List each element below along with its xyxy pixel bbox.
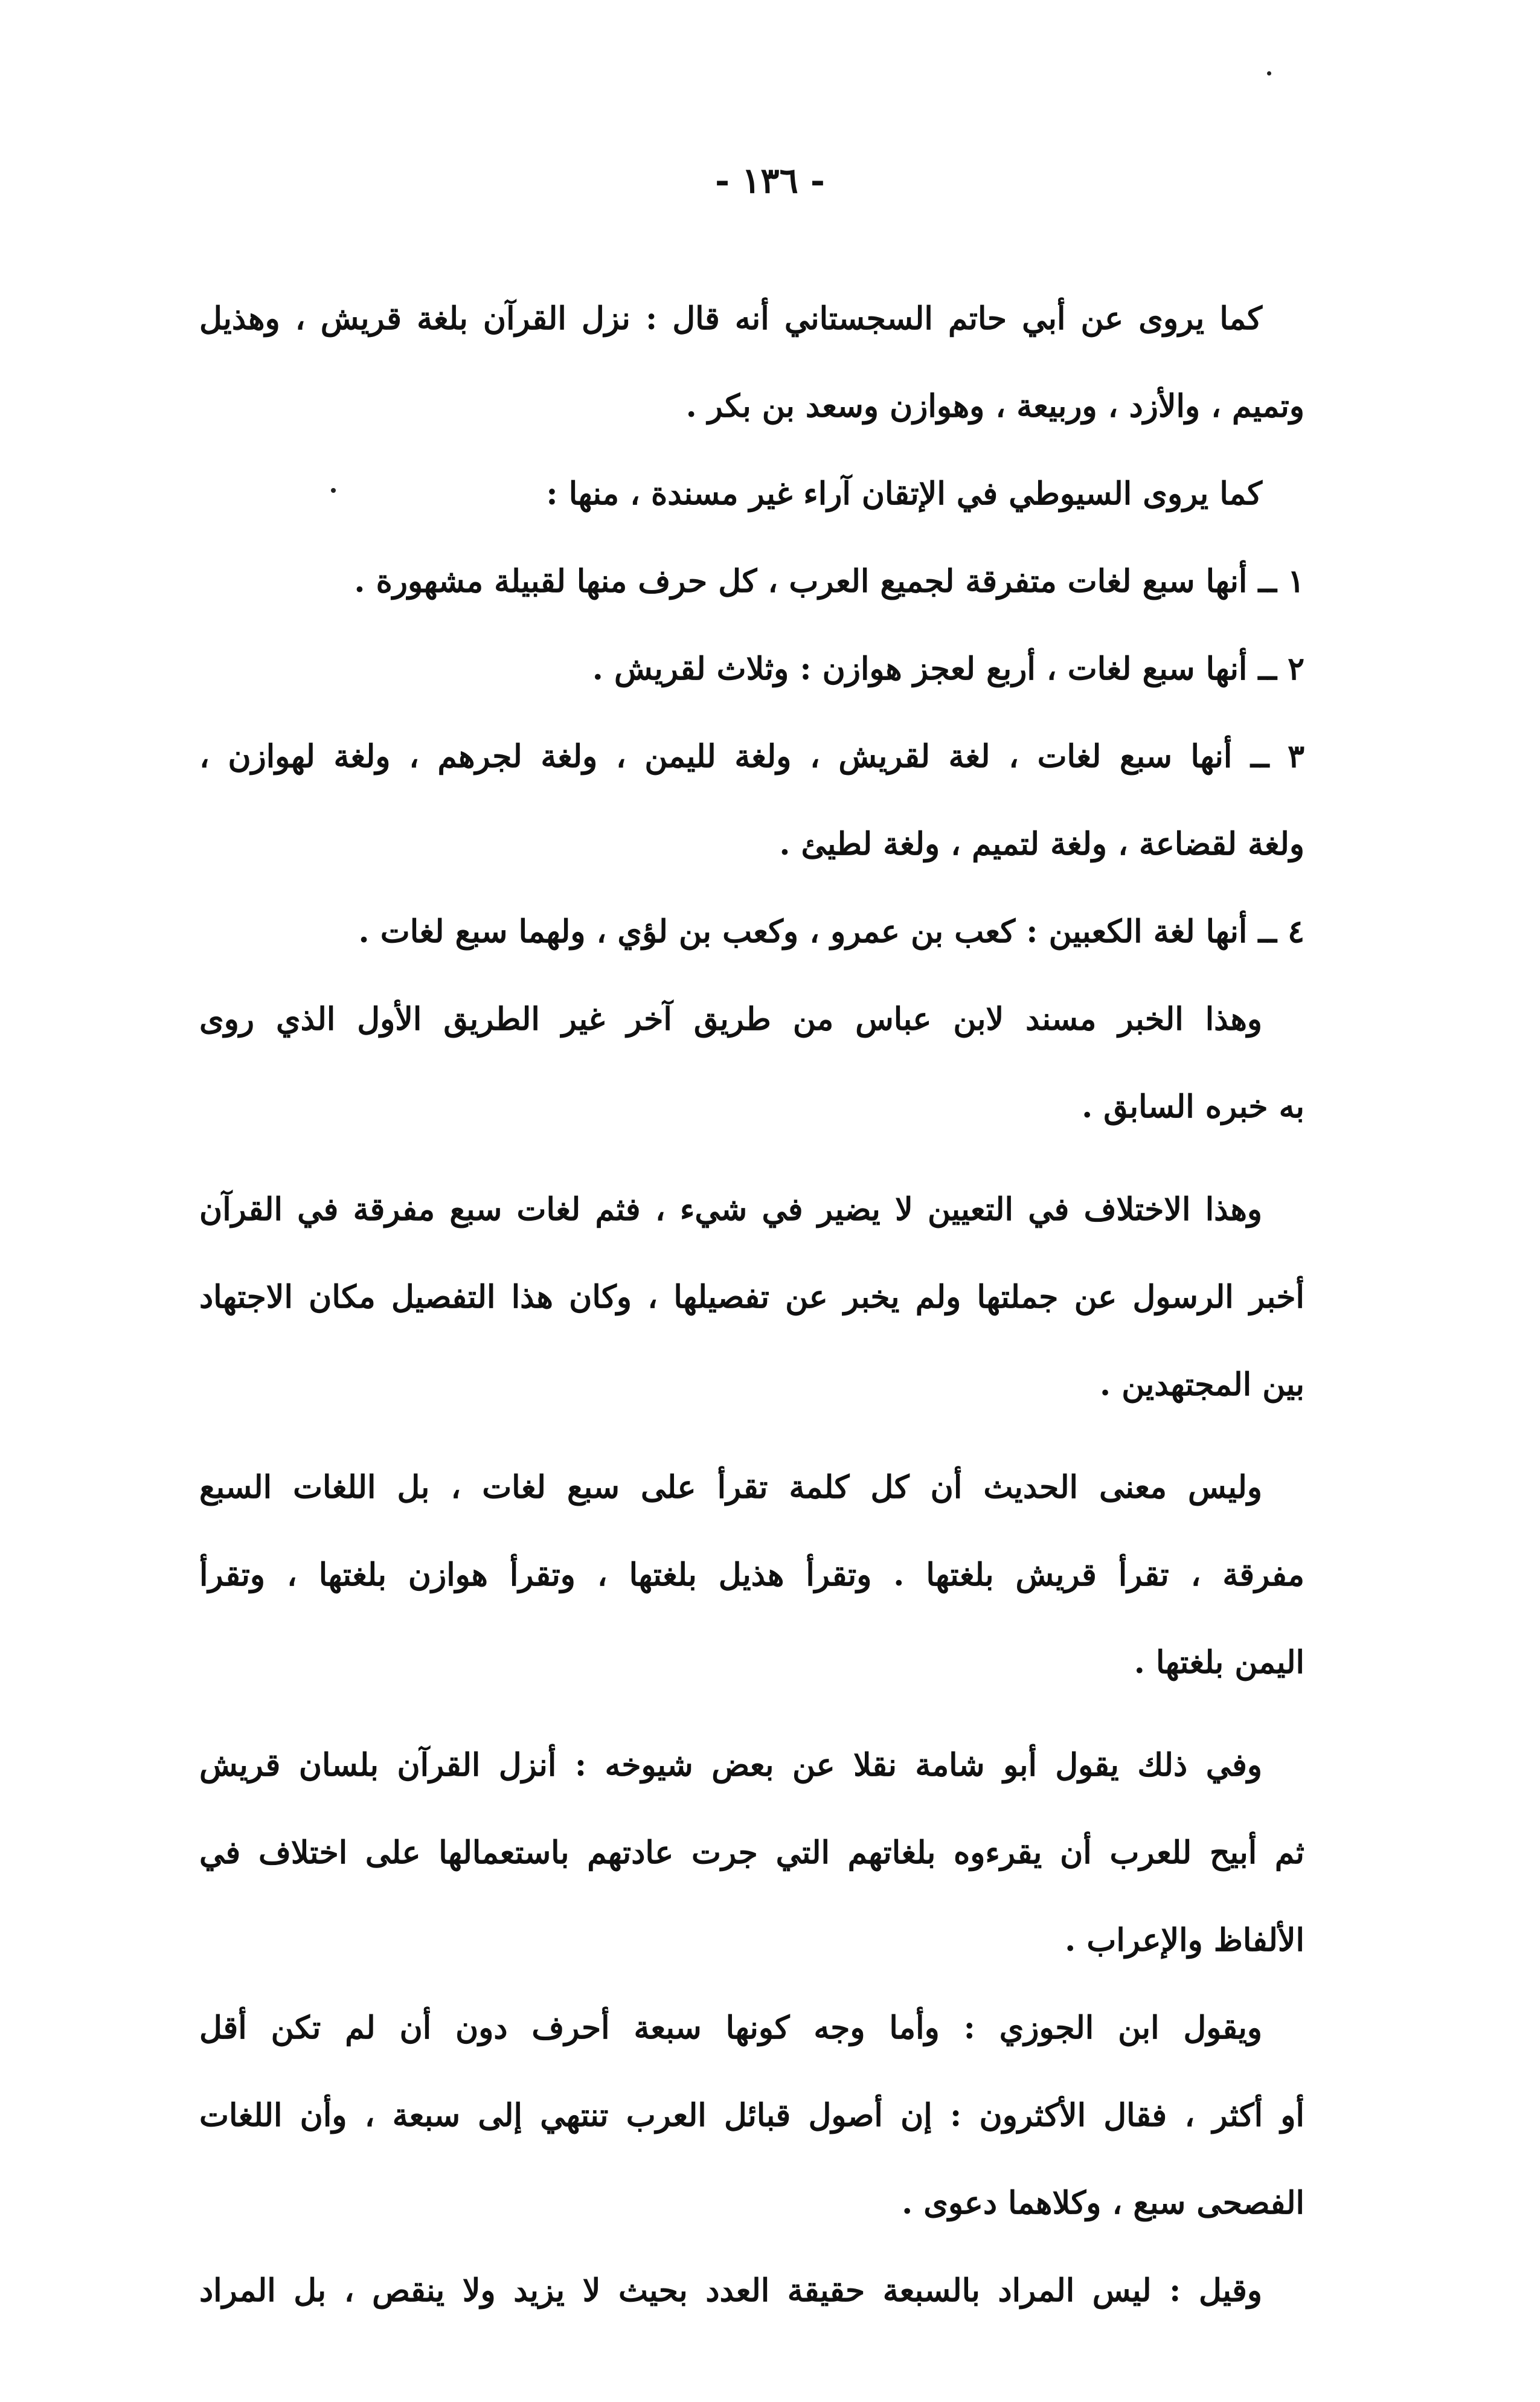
text-line: وفي ذلك يقول أبو شامة نقلا عن بعض شيوخه : أنزل القرآن بلسان قريش <box>199 1747 1263 1784</box>
text-line: ويقول ابن الجوزي : وأما وجه كونها سبعة أحرف دون أن لم تكن أقل <box>199 2009 1262 2046</box>
page-number: - ١٣٦ - <box>715 160 825 201</box>
text-line: الألفاظ والإعراب . <box>1065 1921 1304 1959</box>
text-line: اليمن بلغتها . <box>1134 1643 1304 1681</box>
body-text <box>199 275 1304 2334</box>
text-line: به خبره السابق . <box>1082 1088 1304 1125</box>
text-line: وتميم ، والأزد ، وربيعة ، وهوازن وسعد بن بكر . <box>685 387 1304 425</box>
text-line: أو أكثر ، فقال الأكثرون : إن أصول قبائل العرب تنتهي إلى سبعة ، وأن اللغات <box>199 2097 1304 2134</box>
paragraph-gap <box>199 1151 1304 1166</box>
text-line: وقيل : ليس المراد بالسبعة حقيقة العدد بحيث لا يزيد ولا ينقص ، بل المراد <box>199 2272 1262 2309</box>
text-line: وليس معنى الحديث أن كل كلمة تقرأ على سبع لغات ، بل اللغات السبع <box>199 1469 1262 1506</box>
text-line: ثم أبيح للعرب أن يقرءوه بلغاتهم التي جرت عادتهم باستعمالها على اختلاف في <box>199 1834 1304 1871</box>
text-line: كما يروى السيوطي في الإتقان آراء غير مسندة ، منها : <box>546 475 1262 512</box>
list-item: ٢ ــ أنها سبع لغات ، أربع لعجز هوازن : وثلاث لقريش . <box>592 650 1304 687</box>
list-item: ٤ ــ أنها لغة الكعبين : كعب بن عمرو ، وكعب بن لؤي ، ولهما سبع لغات . <box>358 913 1304 950</box>
text-line: ولغة لقضاعة ، ولغة لتميم ، ولغة لطيئ . <box>779 825 1304 862</box>
list-item: ٣ ــ أنها سبع لغات ، لغة لقريش ، ولغة لليمن ، ولغة لجرهم ، ولغة لهوازن ، <box>199 738 1304 775</box>
text-line: كما يروى عن أبي حاتم السجستاني أنه قال : نزل القرآن بلغة قريش ، وهذيل <box>199 300 1262 337</box>
scan-speck <box>1267 71 1271 75</box>
text-line: وهذا الخبر مسند لابن عباس من طريق آخر غير الطريق الأول الذي روى <box>199 1001 1262 1038</box>
text-line: الفصحى سبع ، وكلاهما دعوى . <box>902 2184 1304 2221</box>
paragraph-gap <box>199 1428 1304 1443</box>
text-line: مفرقة ، تقرأ قريش بلغتها . وتقرأ هذيل بلغتها ، وتقرأ هوازن بلغتها ، وتقرأ <box>199 1556 1304 1593</box>
list-item: ١ ــ أنها سبع لغات متفرقة لجميع العرب ، كل حرف منها لقبيلة مشهورة . <box>354 562 1304 600</box>
paragraph-gap <box>199 1706 1304 1721</box>
text-line: أخبر الرسول عن جملتها ولم يخبر عن تفصيلها ، وكان هذا التفصيل مكان الاجتهاد <box>199 1279 1304 1315</box>
text-line: بين المجتهدين . <box>1100 1366 1304 1403</box>
text-line: وهذا الاختلاف في التعيين لا يضير في شيء ، فثم لغات سبع مفرقة في القرآن <box>199 1191 1262 1228</box>
